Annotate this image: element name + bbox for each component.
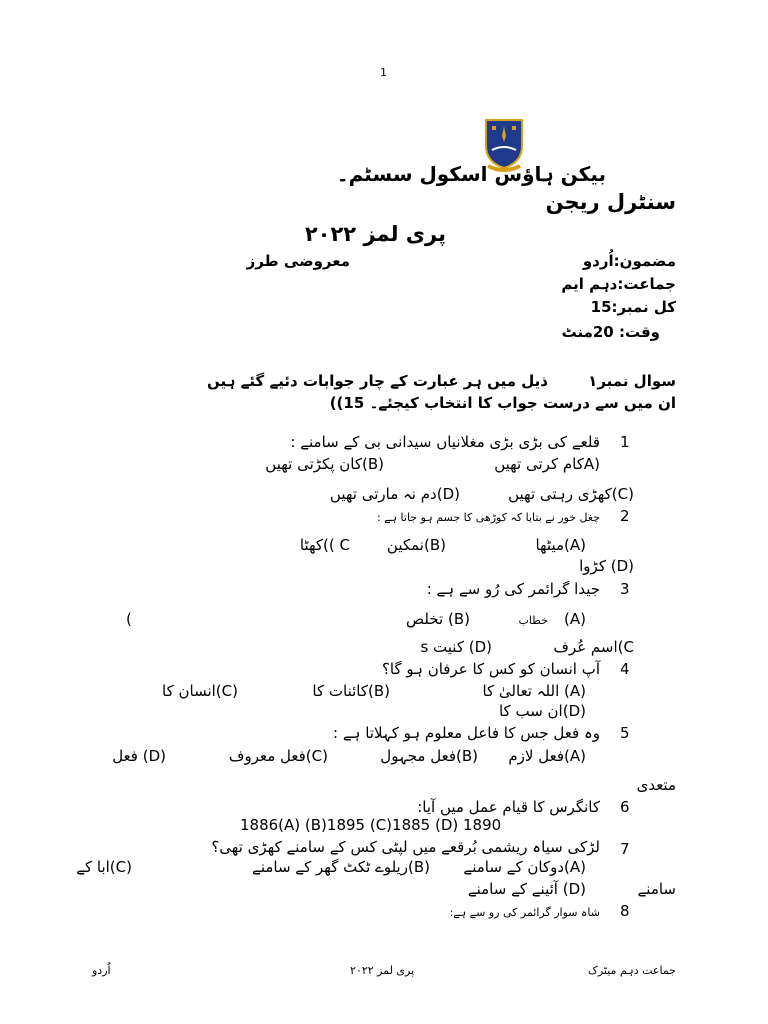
option-b: (B)نمکین	[386, 536, 446, 554]
question-text: چغل خور نے بتایا کہ کوڑھی کا جسم ہو جاتا ہے :	[376, 511, 600, 524]
bracket: (	[126, 610, 132, 628]
option-a: (A)فعل لازم	[508, 747, 586, 765]
option-a: (A) اللہ تعالیٰ کا	[482, 682, 586, 700]
class: جماعت:دہم ایم	[561, 275, 676, 293]
option-a-text: خطاب	[518, 614, 548, 627]
question-text: جیدا گرائمر کی رُو سے ہے :	[426, 580, 600, 598]
school-name: بیکن ہاؤس اسکول سسٹم۔	[336, 162, 606, 186]
question-instruction-1: ذیل میں ہر عبارت کے چار جوابات دئیے گئے ہیں	[206, 372, 548, 390]
page-number: 1	[380, 66, 387, 79]
option-c: (C)انسان کا	[162, 682, 238, 700]
item-number: 3	[620, 580, 630, 598]
question-text: لڑکی سیاہ ریشمی بُرقعے میں لپٹی کس کے سامنے کھڑی تھی؟	[211, 838, 600, 856]
paper-type: معروضی طرز	[246, 252, 350, 270]
option-b: (B)کان پکڑتی تھیں	[265, 455, 384, 473]
option-d: (D) آئینے کے سامنے	[467, 880, 586, 898]
option-b: (B)کائنات کا	[312, 682, 390, 700]
item-number: 5	[620, 724, 630, 742]
time-allowed: وقت: 20منٹ	[561, 323, 660, 341]
option-c-continued: سامنے	[637, 880, 676, 898]
option-a: (A)میٹھا	[535, 536, 586, 554]
option-a: (A)	[564, 610, 586, 628]
question-text: شاہ سوار گرائمر کی رو سے ہے:	[449, 906, 600, 919]
option-a: (A)دوکان کے سامنے	[463, 858, 586, 876]
question-text: قلعے کی بڑی بڑی مغلانیاں سیدانی بی کے سامنے :	[290, 433, 600, 451]
option-b: (B) تخلص	[406, 610, 470, 628]
exam-title: پری لمز ۲۰۲۲	[304, 222, 446, 246]
option-d: (D)دم نہ مارتی تھیں	[329, 485, 460, 503]
option-b: (B)فعل مجہول	[380, 747, 478, 765]
footer-class: جماعت دہم میٹرک	[588, 964, 676, 977]
option-a: (Aکام کرتی تھیں	[494, 455, 600, 473]
subject: مضمون:اُردو	[582, 252, 676, 270]
question-text: آپ انسان کو کس کا عرفان ہو گا؟	[381, 660, 600, 678]
item-number: 1	[620, 433, 630, 451]
option-d: (D) کڑوا	[579, 557, 634, 575]
footer-subject: اُردو	[92, 964, 111, 977]
option-d: (D) کنیت s	[420, 638, 492, 656]
item-number: 7	[620, 840, 630, 858]
option-c: C ))کھٹا	[299, 536, 350, 554]
option-c: (C)کھڑی رہتی تھیں	[508, 485, 634, 503]
region-name: سنٹرل ریجن	[545, 190, 676, 214]
option-c: (C)فعل معروف	[228, 747, 328, 765]
option-d-continued: متعدی	[636, 776, 676, 794]
footer-exam: پری لمز ۲۰۲۲	[350, 964, 415, 977]
options-row: 1886(A) (B)1895 (C)1885 (D) 1890	[240, 816, 502, 834]
option-b: (B)ریلوے ٹکٹ گھر کے سامنے	[252, 858, 430, 876]
option-c: C)اسم عُرف	[553, 638, 634, 656]
question-instruction-2: ان میں سے درست جواب کا انتخاب کیجئے۔ 15))	[329, 394, 676, 412]
item-number: 6	[620, 798, 630, 816]
question-text: وہ فعل جس کا فاعل معلوم ہو کہلاتا ہے :	[333, 724, 600, 742]
total-marks: کل نمبر:15	[590, 298, 676, 316]
option-d: (D)ان سب کا	[498, 702, 586, 720]
item-number: 4	[620, 660, 630, 678]
option-c: (C)ابا کے	[76, 858, 132, 876]
option-d: (D) فعل	[112, 747, 166, 765]
question-title: سوال نمبر۱	[588, 372, 676, 390]
item-number: 2	[620, 507, 630, 525]
item-number: 8	[620, 902, 630, 920]
question-text: کانگرس کا قیام عمل میں آیا:	[417, 798, 600, 816]
